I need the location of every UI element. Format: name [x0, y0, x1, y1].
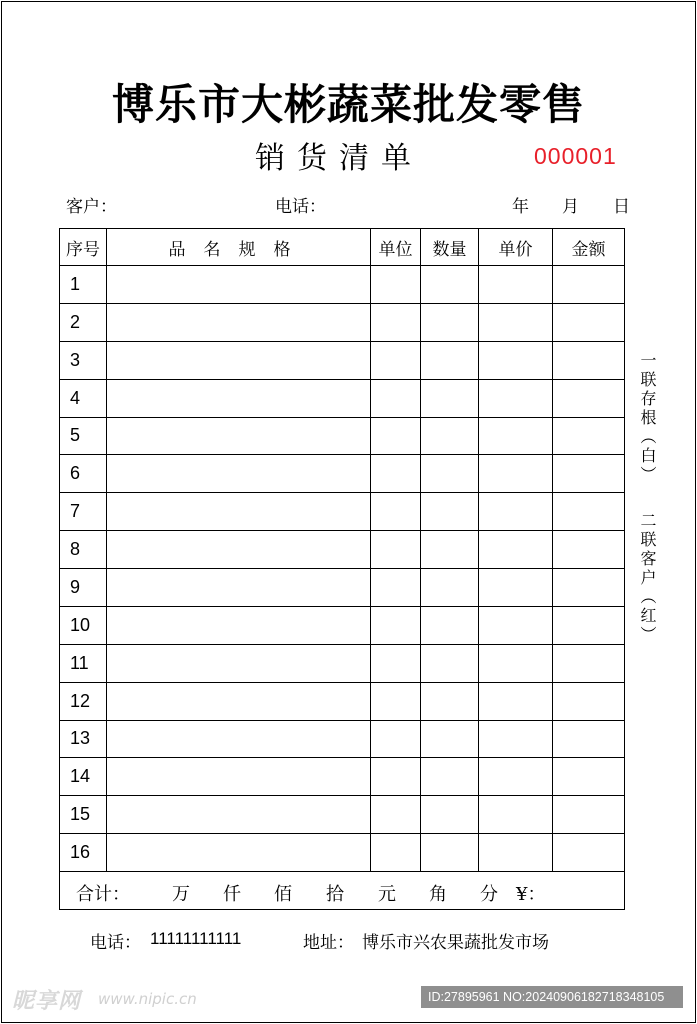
column-header-amount: 金额 [553, 229, 625, 266]
unit-shi: 拾 [326, 884, 344, 906]
quantity-cell [421, 379, 479, 417]
price-cell [479, 303, 553, 341]
item-cell [107, 644, 371, 682]
unit-yuan: 元 [378, 884, 396, 906]
unit-bai: 佰 [274, 884, 292, 906]
unit-cell [371, 644, 421, 682]
table-row [60, 606, 625, 644]
month-label: 月 [562, 197, 579, 217]
table-row [60, 303, 625, 341]
amount-cell [553, 606, 625, 644]
table-row [60, 493, 625, 531]
table-row [60, 682, 625, 720]
item-cell [107, 303, 371, 341]
unit-fen: 分 [480, 884, 498, 906]
price-cell [479, 834, 553, 872]
unit-cell [371, 720, 421, 758]
quantity-cell [421, 341, 479, 379]
unit-cell [371, 606, 421, 644]
unit-cell [371, 834, 421, 872]
company-title: 博乐市大彬蔬菜批发零售 [111, 80, 585, 129]
unit-cell [371, 341, 421, 379]
quantity-cell [421, 758, 479, 796]
item-cell [107, 569, 371, 607]
form-title: 销货清单 [255, 141, 423, 176]
amount-cell [553, 493, 625, 531]
quantity-cell [421, 266, 479, 304]
unit-cell [371, 682, 421, 720]
row-number: 5 [60, 417, 107, 455]
price-cell [479, 493, 553, 531]
table-row [60, 720, 625, 758]
table-row [60, 796, 625, 834]
item-cell [107, 834, 371, 872]
quantity-cell [421, 455, 479, 493]
quantity-cell [421, 834, 479, 872]
row-number: 15 [60, 796, 107, 834]
quantity-cell [421, 417, 479, 455]
row-number: 2 [60, 303, 107, 341]
amount-cell [553, 303, 625, 341]
unit-cell [371, 569, 421, 607]
item-cell [107, 379, 371, 417]
unit-jiao: 角 [429, 884, 447, 906]
column-header-item: 品名规格 [107, 229, 371, 266]
contact-phone-value: 11111111111 [150, 929, 242, 948]
unit-cell [371, 796, 421, 834]
row-number: 12 [60, 682, 107, 720]
price-cell [479, 569, 553, 607]
table-row [60, 341, 625, 379]
quantity-cell [421, 682, 479, 720]
price-cell [479, 266, 553, 304]
amount-cell [553, 796, 625, 834]
item-cell [107, 682, 371, 720]
row-number: 7 [60, 493, 107, 531]
unit-cell [371, 266, 421, 304]
quantity-cell [421, 720, 479, 758]
total-row [60, 872, 625, 910]
item-cell [107, 758, 371, 796]
item-cell [107, 796, 371, 834]
amount-cell [553, 720, 625, 758]
item-cell [107, 493, 371, 531]
amount-cell [553, 341, 625, 379]
price-cell [479, 644, 553, 682]
row-number: 14 [60, 758, 107, 796]
row-number: 4 [60, 379, 107, 417]
price-cell [479, 531, 553, 569]
customer-label: 客户： [66, 197, 117, 217]
unit-cell [371, 303, 421, 341]
column-header-quantity: 数量 [421, 229, 479, 266]
quantity-cell [421, 303, 479, 341]
column-header-price: 单价 [479, 229, 553, 266]
unit-wan: 万 [172, 884, 190, 906]
unit-cell [371, 493, 421, 531]
currency-label: ¥： [516, 884, 546, 906]
amount-cell [553, 379, 625, 417]
sales-table [59, 228, 625, 910]
amount-cell [553, 417, 625, 455]
item-cell [107, 266, 371, 304]
price-cell [479, 417, 553, 455]
row-number: 3 [60, 341, 107, 379]
quantity-cell [421, 531, 479, 569]
price-cell [479, 341, 553, 379]
column-header-unit: 单位 [371, 229, 421, 266]
quantity-cell [421, 606, 479, 644]
price-cell [479, 379, 553, 417]
price-cell [479, 796, 553, 834]
item-cell [107, 606, 371, 644]
row-number: 10 [60, 606, 107, 644]
row-number: 13 [60, 720, 107, 758]
quantity-cell [421, 796, 479, 834]
amount-cell [553, 266, 625, 304]
image-id-bar: ID:27895961 NO:20240906182718348105 [421, 986, 683, 1008]
amount-cell [553, 834, 625, 872]
price-cell [479, 720, 553, 758]
unit-qian: 仟 [223, 884, 241, 906]
quantity-cell [421, 644, 479, 682]
table-row [60, 417, 625, 455]
unit-cell [371, 455, 421, 493]
table-row [60, 379, 625, 417]
total-cell [60, 872, 625, 910]
unit-cell [371, 379, 421, 417]
table-header-row [60, 229, 625, 266]
watermark-url: www.nipic.cn [98, 990, 197, 1008]
unit-cell [371, 758, 421, 796]
copy-note-stub: 一联存根（白） [638, 352, 657, 485]
year-label: 年 [512, 197, 529, 217]
contact-address-value: 博乐市兴农果蔬批发市场 [362, 933, 549, 953]
price-cell [479, 758, 553, 796]
serial-number: 000001 [534, 143, 617, 169]
table-row [60, 531, 625, 569]
table-row [60, 644, 625, 682]
column-header-no: 序号 [60, 229, 107, 266]
item-cell [107, 341, 371, 379]
quantity-cell [421, 493, 479, 531]
price-cell [479, 682, 553, 720]
total-label: 合计： [76, 884, 130, 906]
contact-phone-label: 电话： [90, 933, 141, 953]
row-number: 9 [60, 569, 107, 607]
table-row [60, 758, 625, 796]
amount-cell [553, 758, 625, 796]
amount-cell [553, 569, 625, 607]
phone-label: 电话： [275, 197, 326, 217]
item-cell [107, 417, 371, 455]
row-number: 6 [60, 455, 107, 493]
price-cell [479, 606, 553, 644]
table-row [60, 455, 625, 493]
price-cell [479, 455, 553, 493]
row-number: 8 [60, 531, 107, 569]
unit-cell [371, 531, 421, 569]
amount-cell [553, 682, 625, 720]
amount-cell [553, 531, 625, 569]
amount-cell [553, 644, 625, 682]
table-row [60, 266, 625, 304]
quantity-cell [421, 569, 479, 607]
watermark-logo: 昵享网 [12, 989, 82, 1014]
day-label: 日 [613, 197, 630, 217]
row-number: 11 [60, 644, 107, 682]
table-row [60, 834, 625, 872]
row-number: 16 [60, 834, 107, 872]
amount-cell [553, 455, 625, 493]
item-cell [107, 720, 371, 758]
copy-note-customer: 二联客户（红） [638, 512, 657, 645]
item-cell [107, 455, 371, 493]
item-cell [107, 531, 371, 569]
contact-address-label: 地址： [303, 933, 354, 953]
unit-cell [371, 417, 421, 455]
table-row [60, 569, 625, 607]
row-number: 1 [60, 266, 107, 304]
